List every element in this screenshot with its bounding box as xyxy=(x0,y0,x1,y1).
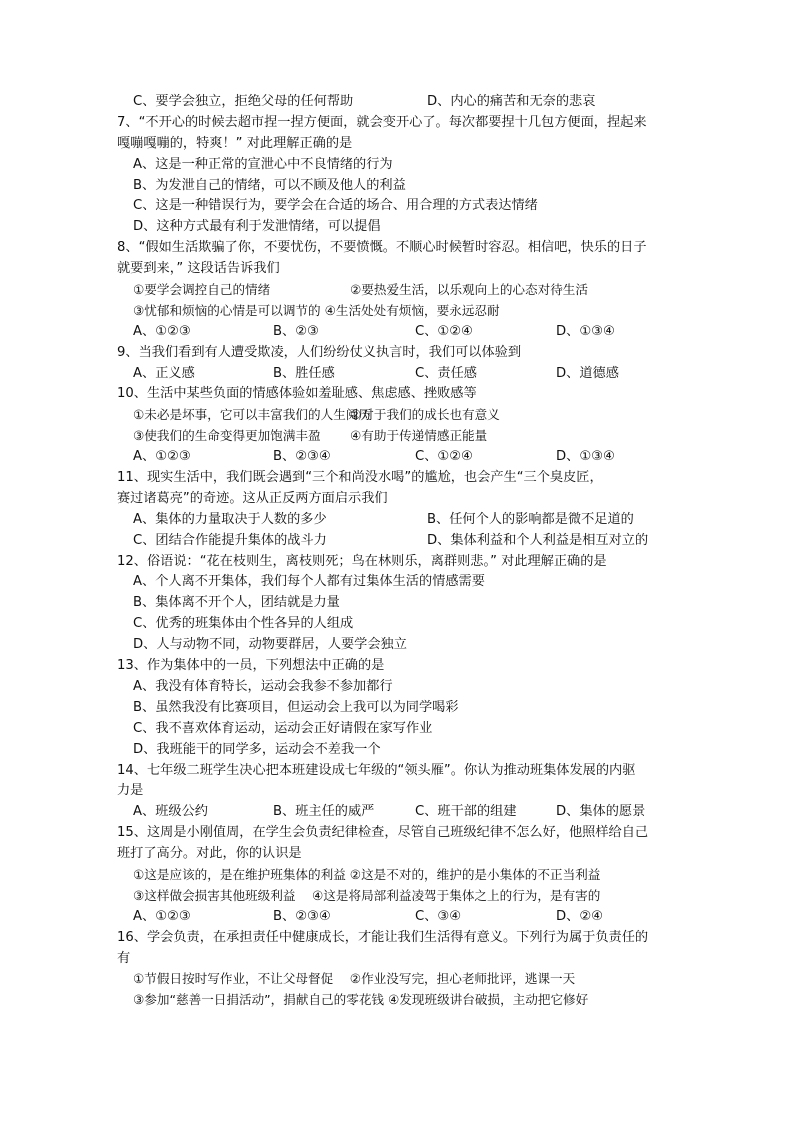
question-line xyxy=(117,134,794,155)
option-row xyxy=(133,907,794,928)
option-text: B、任何个人的影响都是微不足道的 xyxy=(427,511,634,527)
option-row xyxy=(133,322,794,343)
option-text: A、①②③ xyxy=(133,449,191,465)
option-row xyxy=(133,531,794,552)
exam-page xyxy=(0,92,794,1011)
statement-text: ①未必是坏事，它可以丰富我们的人生阅历 xyxy=(133,407,371,423)
question-line xyxy=(117,949,794,970)
question-line xyxy=(117,238,794,259)
statement-line xyxy=(133,301,794,322)
option-line xyxy=(133,677,794,698)
statement-row xyxy=(133,405,794,426)
option-line xyxy=(133,176,794,197)
option-line xyxy=(133,593,794,614)
option-text: C、要学会独立，拒绝父母的任何帮助 xyxy=(133,94,354,109)
question-text: 嘎嘣嘎嘣的，特爽！” 对此理解正确的是 xyxy=(117,135,353,151)
option-text: C、这是一种错误行为，要学会在合适的场合、用合理的方式表达情绪 xyxy=(133,198,538,214)
option-text: B、集体离不开个人，团结就是力量 xyxy=(133,595,340,611)
question-line xyxy=(117,113,794,134)
option-text: C、③④ xyxy=(415,908,462,924)
option-text: D、人与动物不同，动物要群居，人要学会独立 xyxy=(133,637,407,653)
option-text: C、班干部的组建 xyxy=(415,804,517,820)
question-text: 12、俗语说：“花在枝则生，离枝则死；鸟在林则乐，离群则悲。” 对此理解正确的是 xyxy=(117,553,607,569)
question-line xyxy=(117,656,794,677)
statement-line xyxy=(133,969,794,990)
option-text: C、优秀的班集体由个性各异的人组成 xyxy=(133,616,354,632)
option-line xyxy=(133,572,794,593)
option-line xyxy=(133,719,794,740)
question-text: 班打了高分。对此，你的认识是 xyxy=(117,846,302,862)
question-line xyxy=(117,823,794,844)
option-line xyxy=(133,698,794,719)
option-row xyxy=(133,802,794,823)
option-text: B、班主任的威严 xyxy=(273,804,375,820)
question-line xyxy=(117,781,794,802)
question-text: 赛过诸葛亮”的奇迹。这从正反两方面启示我们 xyxy=(117,490,388,506)
question-text: 11、现实生活中，我们既会遇到“三个和尚没水喝”的尴尬，也会产生“三个臭皮匠， xyxy=(117,470,603,486)
option-line xyxy=(133,614,794,635)
option-text: D、这种方式最有利于发泄情绪，可以提倡 xyxy=(133,219,381,235)
option-text: C、团结合作能提升集体的战斗力 xyxy=(133,532,327,548)
option-line xyxy=(133,196,794,217)
question-line xyxy=(117,761,794,782)
option-text: C、责任感 xyxy=(415,365,477,381)
option-text: D、集体利益和个人利益是相互对立的 xyxy=(427,532,649,548)
question-line xyxy=(117,259,794,280)
question-text: 13、作为集体中的一员，下列想法中正确的是 xyxy=(117,658,385,674)
question-line xyxy=(117,343,794,364)
option-text: A、集体的力量取决于人数的多少 xyxy=(133,511,327,527)
question-text: 7、“不开心的时候去超市捏一捏方便面，就会变开心了。每次都要捏十几包方便面，捏起来 xyxy=(117,114,647,130)
option-text: B、②③④ xyxy=(273,908,331,924)
option-text: D、我班能干的同学多，运动会不差我一个 xyxy=(133,741,381,757)
option-text: A、①②③ xyxy=(133,908,191,924)
option-row xyxy=(133,510,794,531)
option-text: A、个人离不开集体，我们每个人都有过集体生活的情感需要 xyxy=(133,574,485,590)
option-text: C、①②④ xyxy=(415,323,473,339)
question-text: 16、学会负责，在承担责任中健康成长，才能让我们生活得有意义。下列行为属于负责任的 xyxy=(117,929,649,945)
statement-text: ①要学会调控自己的情绪 xyxy=(133,282,271,298)
option-line xyxy=(133,217,794,238)
option-line xyxy=(133,740,794,761)
option-text: A、我没有体育特长，运动会我参不参加都行 xyxy=(133,678,393,694)
question-line xyxy=(117,928,794,949)
question-line xyxy=(117,384,794,405)
option-text: B、为发泄自己的情绪，可以不顾及他人的利益 xyxy=(133,177,406,193)
statement-line xyxy=(133,865,794,886)
option-text: A、班级公约 xyxy=(133,804,208,820)
question-line xyxy=(117,489,794,510)
option-row xyxy=(133,364,794,385)
option-text: B、②③④ xyxy=(273,449,331,465)
statement-text: ②要热爱生活，以乐观向上的心态对待生活 xyxy=(350,282,588,298)
statement-line xyxy=(133,990,794,1011)
option-text: B、虽然我没有比赛项目，但运动会上我可以为同学喝彩 xyxy=(133,699,459,715)
statement-text: ③忧郁和烦恼的心情是可以调节的 ④生活处处有烦恼，要永远忍耐 xyxy=(133,302,500,318)
question-text: 力是 xyxy=(117,783,144,799)
statement-text: ①这是应该的，是在维护班集体的利益 ②这是不对的，维护的是小集体的不正当利益 xyxy=(133,866,601,882)
option-text: D、①③④ xyxy=(556,449,615,465)
option-row xyxy=(133,92,794,113)
statement-text: ①节假日按时写作业，不让父母督促 ②作业没写完，担心老师批评，逃课一天 xyxy=(133,971,576,987)
question-text: 15、这周是小刚值周，在学生会负责纪律检查，尽管自己班级纪律不怎么好，他照样给自己 xyxy=(117,825,649,841)
question-text: 9、当我们看到有人遭受欺凌，人们纷纷仗义执言时，我们可以体验到 xyxy=(117,344,522,360)
question-text: 14、七年级二班学生决心把本班建设成七年级的“领头雁”。你认为推动班集体发展的内驱 xyxy=(117,762,636,778)
statement-text: ③这样做会损害其他班级利益 ④这是将局部利益凌驾于集体之上的行为，是有害的 xyxy=(133,887,601,903)
option-row xyxy=(133,447,794,468)
question-text: 8、“假如生活欺骗了你，不要忧伤，不要愤慨。不顺心时候暂时容忍。相信吧，快乐的日子 xyxy=(117,240,647,256)
option-text: A、①②③ xyxy=(133,323,191,339)
statement-text: ④有助于传递情感正能量 xyxy=(350,428,488,444)
option-text: B、②③ xyxy=(273,323,319,339)
option-line xyxy=(133,155,794,176)
question-text: 有 xyxy=(117,950,131,966)
option-text: D、道德感 xyxy=(556,365,619,381)
statement-line xyxy=(133,886,794,907)
question-line xyxy=(117,844,794,865)
question-text: 10、生活中某些负面的情感体验如羞耻感、焦虑感、挫败感等 xyxy=(117,386,477,402)
question-text: 就要到来，” 这段话告诉我们 xyxy=(117,261,280,277)
question-line xyxy=(117,468,794,489)
question-line xyxy=(117,552,794,573)
statement-text: ③参加“慈善一日捐活动”，捐献自己的零花钱 ④发现班级讲台破损，主动把它修好 xyxy=(133,992,589,1008)
option-text: C、①②④ xyxy=(415,449,473,465)
statement-row xyxy=(133,426,794,447)
option-text: C、我不喜欢体育运动，运动会正好请假在家写作业 xyxy=(133,720,433,736)
option-line xyxy=(133,635,794,656)
option-text: D、②④ xyxy=(556,908,603,924)
option-text: B、胜任感 xyxy=(273,365,335,381)
option-text: A、正义感 xyxy=(133,365,195,381)
option-text: D、①③④ xyxy=(556,323,615,339)
statement-text: ③使我们的生命变得更加饱满丰盈 xyxy=(133,428,321,444)
option-text: D、内心的痛苦和无奈的悲哀 xyxy=(427,94,596,109)
option-text: A、这是一种正常的宣泄心中不良情绪的行为 xyxy=(133,156,393,172)
statement-row xyxy=(133,280,794,301)
statement-text: ②对于我们的成长也有意义 xyxy=(350,407,500,423)
option-text: D、集体的愿景 xyxy=(556,804,646,820)
